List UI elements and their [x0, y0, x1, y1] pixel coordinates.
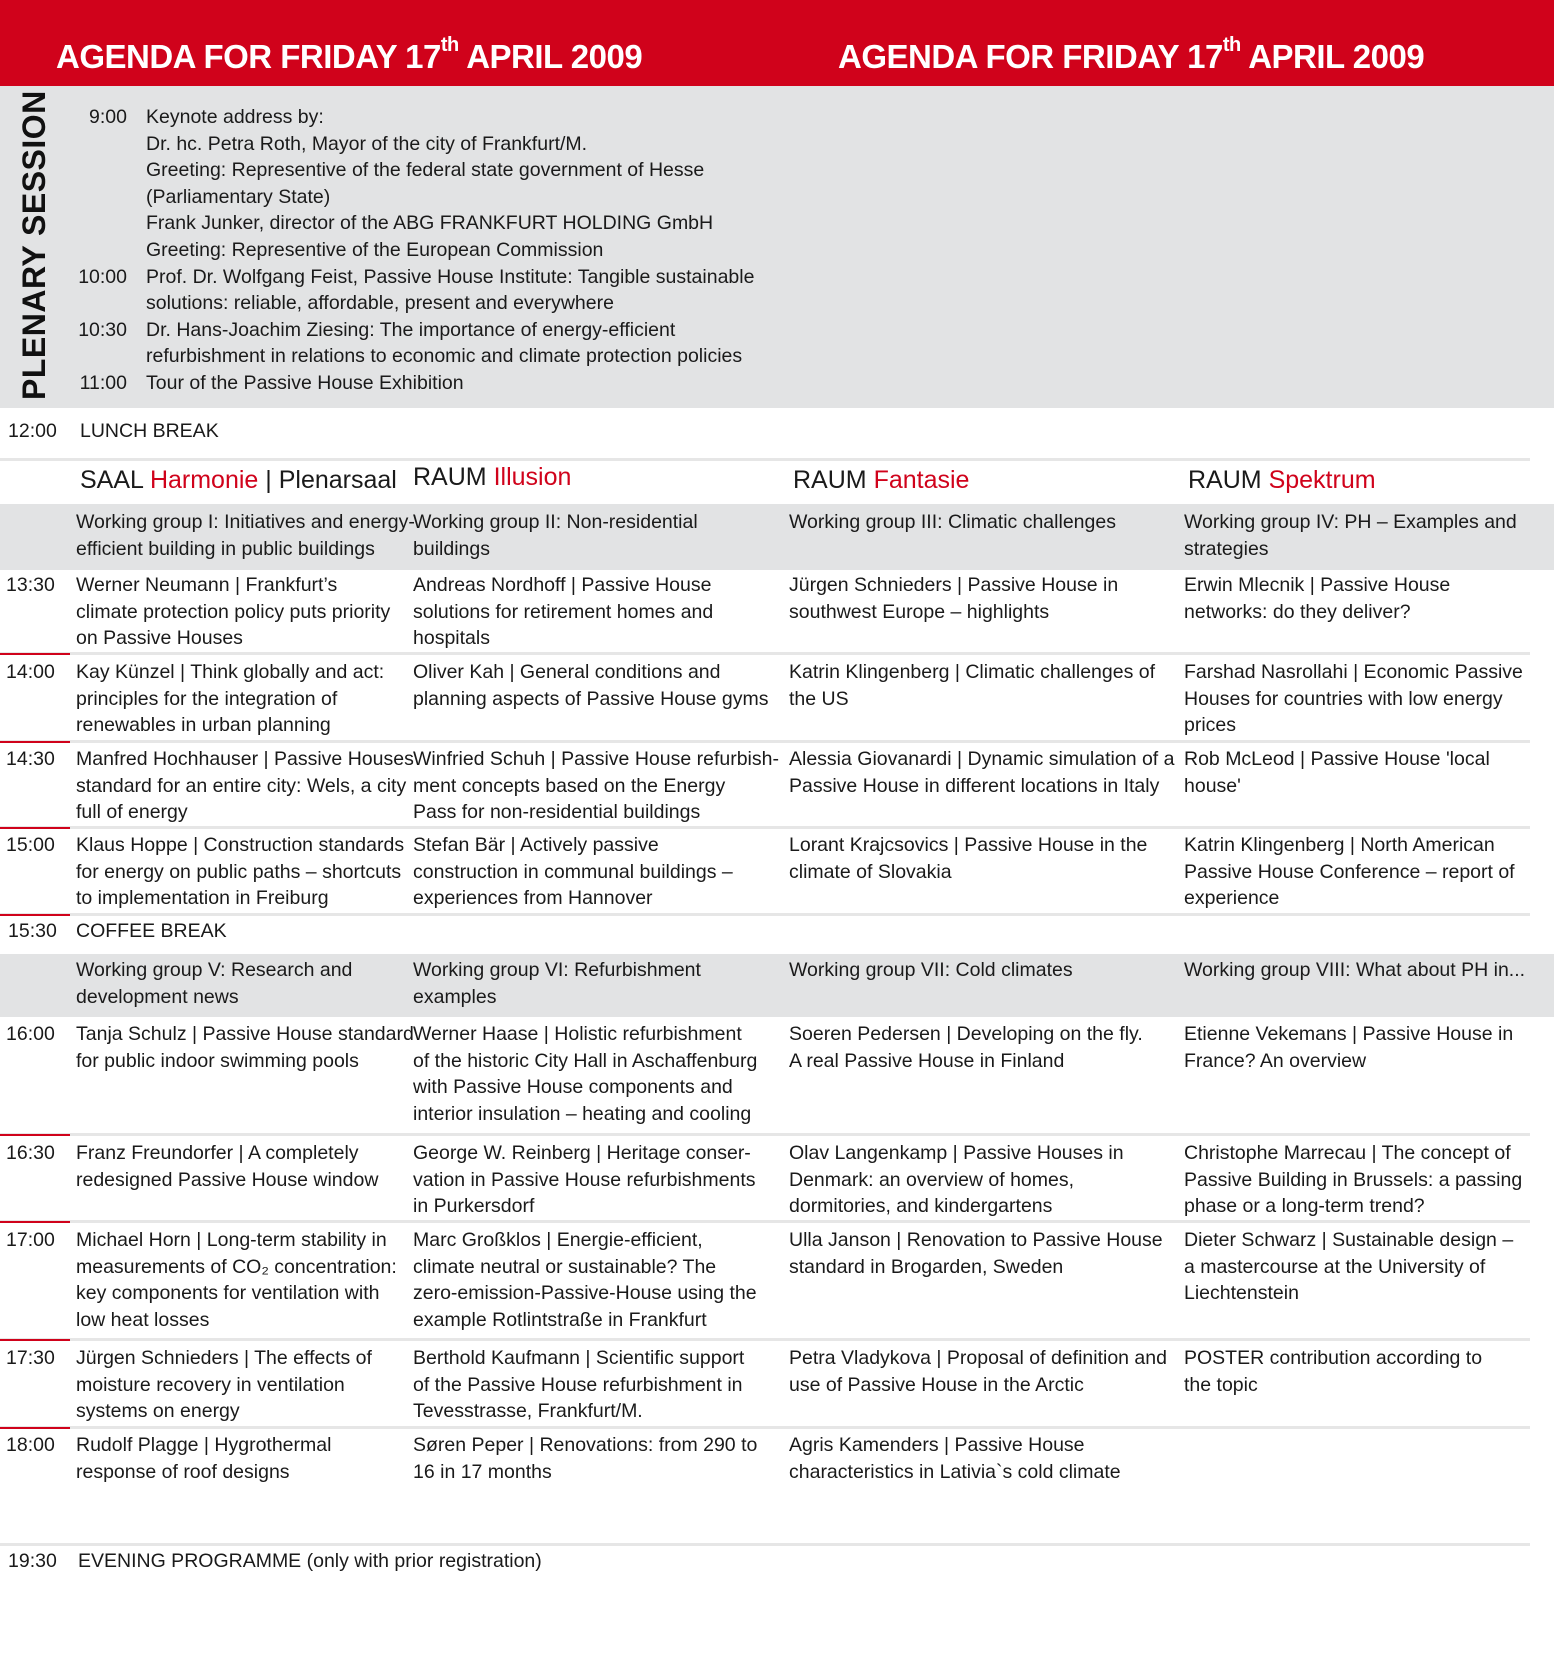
row-divider — [0, 1426, 1530, 1429]
plenary-item-text: Prof. Dr. Wolfgang Feist, Passive House Institute: Tangible sustainable — [146, 265, 755, 288]
plenary-time: 10:30 — [78, 318, 127, 341]
plenary-item-text: solutions: reliable, affordable, present and everywhere — [146, 292, 614, 315]
session-entry: Katrin Klingenberg | North American Passive House Conference – report of experience — [1184, 834, 1515, 909]
plenary-item-text: Greeting: Representive of the federal state government of Hesse — [146, 159, 705, 182]
row-divider — [0, 1133, 1530, 1136]
session-entry: Werner Neumann | Frankfurt’s climate protection policy puts priority on Passive Houses — [76, 574, 391, 649]
working-group-4: Working group IV: PH – Examples and strategies — [1184, 511, 1517, 560]
session-entry: Werner Haase | Holistic refurbishment of the historic City Hall in Aschaffenburg with Passive House components and interior insulation – heating and cooling — [413, 1023, 758, 1125]
lunch-time: 12:00 — [8, 420, 57, 442]
room-heading-illusion: RAUM Illusion — [413, 463, 572, 491]
row-divider — [0, 740, 1530, 743]
plenary-item-text: Frank Junker, director of the ABG FRANKFURT HOLDING GmbH — [146, 212, 714, 235]
plenary-time: 11:00 — [79, 372, 127, 394]
session-entry: Marc Großklos | Energie-efficient, climate neutral or sustainable? The zero-emission-Passive-House using the example Rotlintstraße in Frankfurt — [413, 1229, 757, 1331]
lunch-label: LUNCH BREAK — [80, 420, 219, 442]
row-accent-line — [0, 741, 70, 743]
session-time: 14:00 — [6, 661, 55, 683]
session-entry: Jürgen Schnieders | The effects of moisture recovery in ventilation systems on energy — [76, 1347, 372, 1422]
room-heading-harmonie: SAAL Harmonie | Plenarsaal — [80, 466, 397, 494]
working-group-5: Working group V: Research and development news — [76, 959, 353, 1008]
session-entry: Olav Langenkamp | Passive Houses in Denmark: an overview of homes, dormitories, and kindergartens — [789, 1142, 1124, 1217]
session-entry: Ulla Janson | Renovation to Passive House standard in Brogarden, Sweden — [789, 1229, 1163, 1278]
header-title-right: AGENDA FOR FRIDAY 17th APRIL 2009 — [838, 34, 1425, 75]
session-time: 18:00 — [6, 1434, 55, 1456]
row-divider — [0, 1220, 1530, 1223]
plenary-time: 10:00 — [78, 265, 127, 288]
session-entry: Tanja Schulz | Passive House standard for public indoor swimming pools — [76, 1023, 414, 1072]
session-entry: Katrin Klingenberg | Climatic challenges of the US — [789, 661, 1156, 710]
plenary-item-text: Dr. Hans-Joachim Ziesing: The importance of energy-efficient — [146, 318, 676, 341]
room-heading-fantasie: RAUM Fantasie — [793, 466, 970, 494]
session-entry: Oliver Kah | General conditions and planning aspects of Passive House gyms — [413, 661, 769, 710]
row-divider — [0, 913, 1530, 916]
room-heading-spektrum: RAUM Spektrum — [1188, 466, 1376, 494]
session-entry: Lorant Krajcsovics | Passive House in the climate of Slovakia — [789, 834, 1148, 883]
row-accent-line — [0, 653, 70, 655]
session-entry: Franz Freundorfer | A completely redesigned Passive House window — [76, 1142, 379, 1191]
working-group-6: Working group VI: Refurbishment examples — [413, 959, 701, 1008]
session-entry: Kay Künzel | Think globally and act: principles for the integration of renewables in urban planning — [76, 661, 385, 736]
session-entry: Manfred Hochhauser | Passive Houses standard for an entire city: Wels, a city full of energy — [76, 748, 414, 823]
session-entry: Winfried Schuh | Passive House refurbish- ment concepts based on the Energy Pass for non-residential buildings — [413, 748, 779, 823]
session-entry: Andreas Nordhoff | Passive House solutions for retirement homes and hospitals — [413, 574, 714, 649]
row-divider — [0, 1338, 1530, 1341]
row-accent-line — [0, 1221, 70, 1223]
session-entry: Dieter Schwarz | Sustainable design – a mastercourse at the University of Liechtenstein — [1184, 1229, 1514, 1304]
session-time: 17:00 — [6, 1229, 55, 1251]
session-entry: Petra Vladykova | Proposal of definition and use of Passive House in the Arctic — [789, 1347, 1167, 1396]
session-entry: Alessia Giovanardi | Dynamic simulation of a Passive House in different locations in Italy — [789, 748, 1175, 797]
session-entry: Erwin Mlecnik | Passive House networks: do they deliver? — [1184, 574, 1451, 623]
plenary-item-text: refurbishment in relations to economic and climate protection policies — [146, 345, 743, 368]
coffee-time: 15:30 — [8, 920, 57, 942]
evening-time: 19:30 — [8, 1550, 57, 1572]
working-group-1: Working group I: Initiatives and energy- efficient building in public buildings — [76, 511, 415, 560]
session-entry: Klaus Hoppe | Construction standards for energy on public paths – shortcuts to implementation in Freiburg — [76, 834, 405, 909]
coffee-label: COFFEE BREAK — [76, 920, 227, 942]
session-entry: POSTER contribution according to the topic — [1184, 1347, 1483, 1396]
row-accent-line — [0, 1339, 70, 1341]
header-title-left: AGENDA FOR FRIDAY 17th APRIL 2009 — [56, 34, 643, 75]
row-accent-line — [0, 914, 70, 916]
session-entry: Jürgen Schnieders | Passive House in southwest Europe – highlights — [789, 574, 1119, 623]
divider — [0, 458, 1530, 461]
agenda-header — [0, 0, 1554, 86]
evening-label: EVENING PROGRAMME (only with prior registration) — [78, 1550, 542, 1572]
session-time: 15:00 — [6, 834, 55, 856]
session-entry: Agris Kamenders | Passive House characteristics in Lativia`s cold climate — [789, 1434, 1121, 1483]
plenary-item-text: (Parliamentary State) — [146, 185, 331, 208]
session-entry: Rob McLeod | Passive House 'local house' — [1184, 748, 1490, 797]
row-accent-line — [0, 827, 70, 829]
row-accent-line — [0, 1427, 70, 1429]
working-group-7: Working group VII: Cold climates — [789, 959, 1073, 981]
working-group-8: Working group VIII: What about PH in... — [1184, 959, 1526, 981]
divider — [0, 1543, 1530, 1546]
session-time: 14:30 — [6, 748, 55, 770]
row-accent-line — [0, 1134, 70, 1136]
plenary-item-text: Greeting: Representive of the European Commission — [146, 239, 604, 261]
session-entry: Berthold Kaufmann | Scientific support of the Passive House refurbishment in Tevesstrasse, Frankfurt/M. — [413, 1347, 745, 1422]
row-divider — [0, 652, 1530, 655]
session-entry: Michael Horn | Long-term stability in measurements of CO₂ concentration: key components for ventilation with low heat losses — [76, 1229, 397, 1331]
session-entry: Soeren Pedersen | Developing on the fly. A real Passive House in Finland — [789, 1023, 1143, 1072]
plenary-time: 9:00 — [89, 106, 127, 128]
session-entry: Stefan Bär | Actively passive construction in communal buildings – experiences from Hannover — [413, 834, 733, 909]
session-time: 13:30 — [6, 574, 55, 596]
session-time: 16:00 — [6, 1023, 55, 1045]
row-divider — [0, 826, 1530, 829]
session-entry: Søren Peper | Renovations: from 290 to 16 in 17 months — [413, 1434, 758, 1483]
session-entry: Farshad Nasrollahi | Economic Passive Houses for countries with low energy prices — [1184, 661, 1523, 736]
working-group-3: Working group III: Climatic challenges — [789, 511, 1116, 533]
plenary-item-text: Keynote address by: — [146, 106, 324, 128]
session-time: 17:30 — [6, 1347, 55, 1369]
session-entry: Rudolf Plagge | Hygrothermal response of roof designs — [76, 1434, 332, 1483]
plenary-session-label: PLENARY SESSION — [16, 90, 52, 400]
session-entry: Etienne Vekemans | Passive House in France? An overview — [1184, 1023, 1514, 1072]
plenary-item-text: Dr. hc. Petra Roth, Mayor of the city of Frankfurt/M. — [146, 132, 588, 155]
session-entry: George W. Reinberg | Heritage conser- vation in Passive House refurbishments in Purkersdorf — [413, 1142, 756, 1217]
working-group-2: Working group II: Non-residential buildings — [413, 511, 698, 560]
session-entry: Christophe Marrecau | The concept of Passive Building in Brussels: a passing phase or a long-term trend? — [1184, 1142, 1523, 1217]
session-time: 16:30 — [6, 1142, 55, 1164]
plenary-item-text: Tour of the Passive House Exhibition — [146, 372, 464, 394]
